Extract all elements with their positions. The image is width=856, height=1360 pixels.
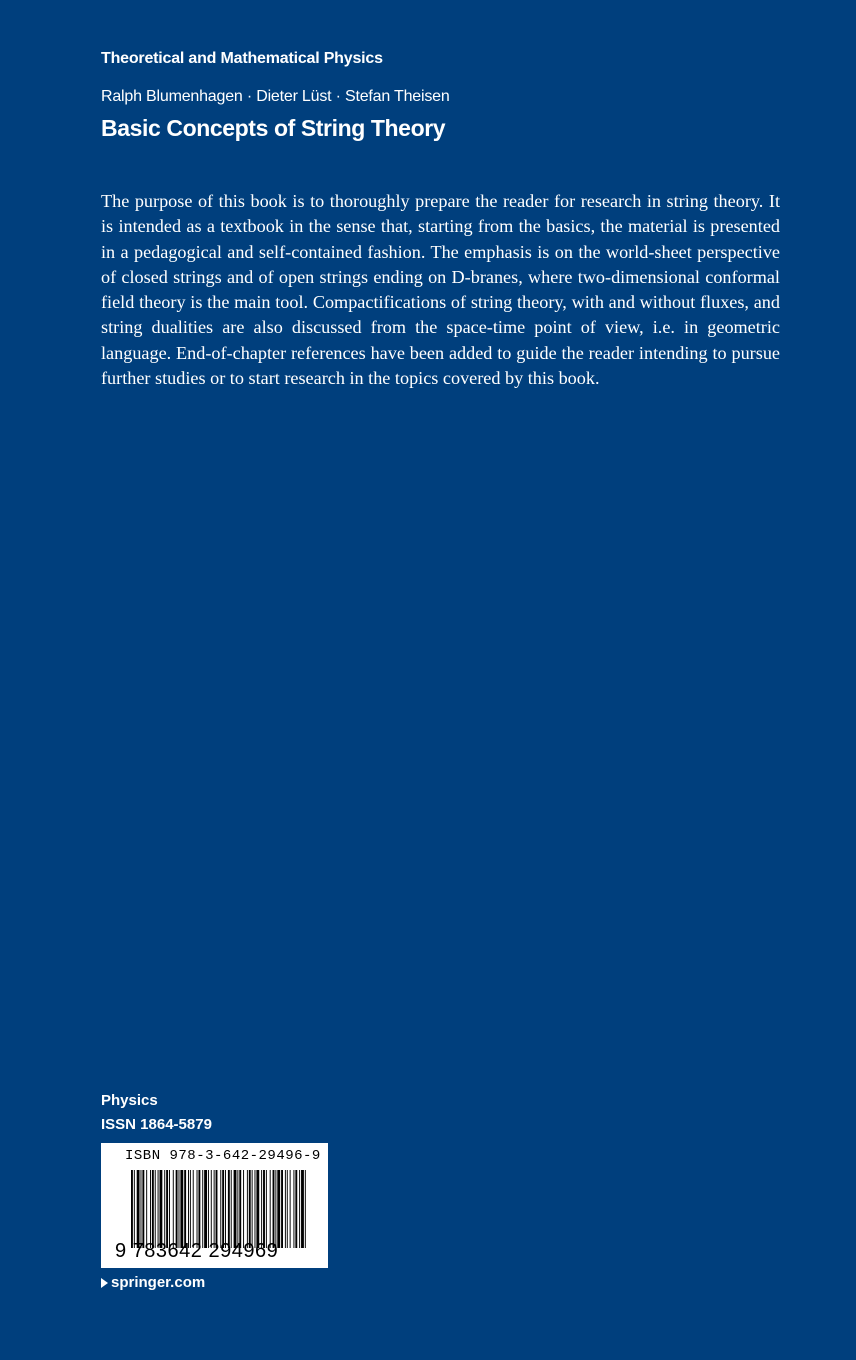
barcode-bar [261,1170,262,1248]
barcode-bar [287,1170,288,1248]
barcode-box [101,1143,328,1268]
barcode-bar [211,1170,212,1248]
barcode-bar [305,1170,306,1248]
barcode-bar [214,1170,215,1248]
book-title: Basic Concepts of String Theory [101,115,446,141]
barcode-bar [146,1170,147,1248]
barcode-bar [301,1170,304,1248]
isbn-label: ISBN 978-3-642-29496-9 [125,1148,321,1164]
authors: Ralph Blumenhagen · Dieter Lüst · Stefan Theisen [101,88,450,105]
barcode-bar [179,1170,180,1248]
barcode-bars [131,1170,306,1248]
barcode-bar [266,1170,267,1248]
barcode-bar [290,1170,291,1248]
barcode-bar [184,1170,186,1248]
book-description: The purpose of this book is to thoroughly prepare the reader for research in string theory. It is intended as a textbook in the sense that, starting from the basics, the material is presented in a pedagogical and self-contained fashion. The emphasis is on the world-sheet perspective of closed strings and of open strings ending on D-branes, where two-dimensional conformal field theory is the main tool. Compactifications of string theory, with and without fluxes, and string dualities are also discussed from the space-time point of view, i.e. in geometric language. End-of-chapter references have been added to guide the reader intending to pursue further studies or to start research in the topics covered by this book. [101,191,780,389]
barcode-bar [202,1170,203,1248]
issn-label: ISSN 1864-5879 [101,1116,212,1133]
website-link[interactable] [101,1274,205,1291]
play-arrow-icon [101,1278,108,1288]
barcode-bar [204,1170,207,1248]
series-title: Theoretical and Mathematical Physics [101,50,383,67]
barcode-bar [222,1170,224,1248]
barcode-bar [275,1170,276,1248]
barcode-digits: 9 783642 294969 [115,1240,279,1262]
barcode-bar [190,1170,191,1248]
barcode-bar [234,1170,237,1248]
barcode-bar [164,1170,165,1248]
barcode-bar [228,1170,230,1248]
barcode-bar [255,1170,256,1248]
barcode-bar [243,1170,244,1248]
barcode-bar [142,1170,144,1248]
barcode-bar [252,1170,253,1248]
barcode-bar [158,1170,159,1248]
barcode-bar [193,1170,194,1248]
barcode-bar [263,1170,265,1248]
barcode-bar [134,1170,135,1248]
barcode-bar [247,1170,248,1248]
barcode-bar [285,1170,286,1248]
barcode-bar [256,1170,259,1248]
barcode-bar [237,1170,238,1248]
barcode-bar [299,1170,300,1248]
barcode-bar [270,1170,271,1248]
barcode-bar [239,1170,241,1248]
barcode-bar [141,1170,142,1248]
barcode-bar [197,1170,198,1248]
barcode-bar [231,1170,232,1248]
barcode-bar [137,1170,140,1248]
barcode-bar [277,1170,280,1248]
barcode-bar [131,1170,133,1248]
barcode-bar [188,1170,189,1248]
barcode-bar [295,1170,297,1248]
barcode-bar [293,1170,294,1248]
barcode-bar [249,1170,251,1248]
barcode-bar [160,1170,163,1248]
barcode-bar [150,1170,151,1248]
barcode-bar [155,1170,156,1248]
barcode-bar [169,1170,170,1248]
barcode-bar [152,1170,154,1248]
barcode-bar [166,1170,168,1248]
barcode-bar [220,1170,221,1248]
barcode-bar [208,1170,209,1248]
subject-label: Physics [101,1092,158,1109]
barcode-bar [180,1170,183,1248]
barcode-bar [173,1170,174,1248]
barcode-bar [176,1170,178,1248]
barcode-bar [225,1170,226,1248]
barcode-bar [198,1170,200,1248]
barcode-bar [216,1170,218,1248]
website-url: springer.com [111,1274,206,1291]
barcode-bar [281,1170,283,1248]
barcode-bar [273,1170,275,1248]
